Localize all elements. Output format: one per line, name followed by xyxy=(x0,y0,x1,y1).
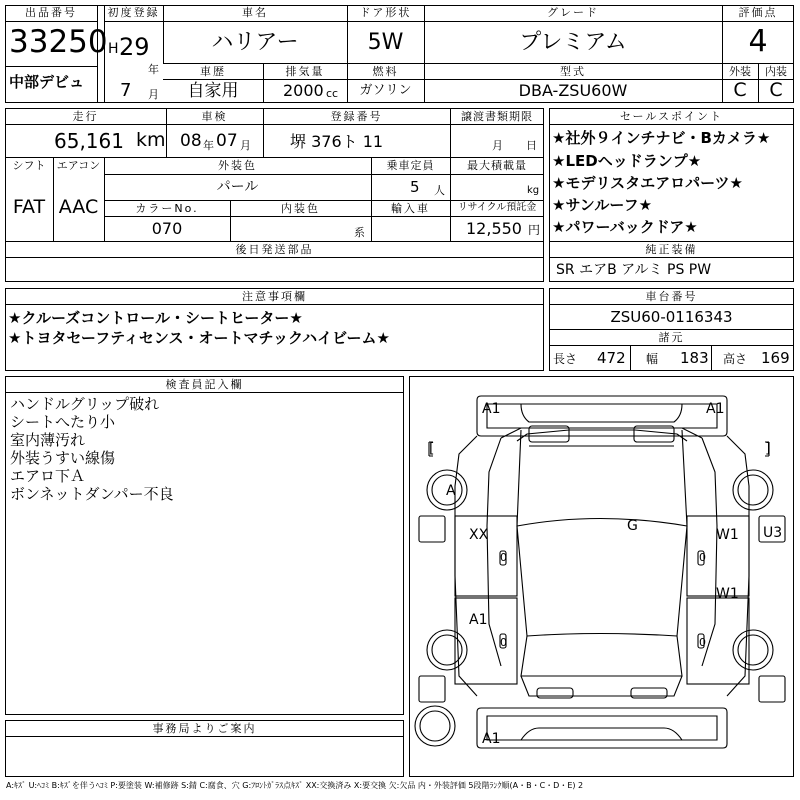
note-line: ★クルーズコントロール・シートヒーター★ xyxy=(8,309,303,327)
door-label: ドア形状 xyxy=(359,6,412,19)
notes-label: 注意事項欄 xyxy=(242,290,307,303)
chassis-number: ZSU60-0116343 xyxy=(610,308,733,326)
lot-number: 33250 xyxy=(9,24,108,60)
sales-point-item: ★社外９インチナビ・Bカメラ★ xyxy=(552,129,771,147)
history: 自家用 xyxy=(187,81,239,101)
reg-year-unit: 年 xyxy=(148,63,159,76)
capacity: 5 xyxy=(410,178,420,196)
dims-label: 諸元 xyxy=(658,331,685,344)
sales-point-item: ★パワーバックドア★ xyxy=(552,218,698,236)
inspection-year: 08 xyxy=(180,131,202,151)
mileage: 65,161 xyxy=(54,129,124,153)
inspector-line: シートへたり小 xyxy=(10,413,116,431)
import-label: 輸入車 xyxy=(391,202,430,215)
era: H xyxy=(108,41,119,57)
first-reg-label: 初度登録 xyxy=(107,6,160,19)
inspector-line: ボンネットダンパー不良 xyxy=(10,485,174,503)
mark-rear-bumper: A1 xyxy=(482,731,501,747)
displacement-label: 排気量 xyxy=(285,65,325,78)
model-label: 型式 xyxy=(560,65,586,78)
equipment-label: 純正装備 xyxy=(645,243,698,256)
mileage-unit: km xyxy=(136,129,166,151)
width: 183 xyxy=(680,349,709,367)
mark-front-bumper-left: A1 xyxy=(482,401,501,417)
load-unit: kg xyxy=(527,185,540,196)
chassis-label: 車台番号 xyxy=(645,290,698,303)
int-color-unit: 系 xyxy=(354,226,365,239)
int-color-label: 内装色 xyxy=(281,202,320,215)
displacement: 2000 xyxy=(283,81,324,100)
mark-zero: 0 xyxy=(699,551,706,564)
history-label: 車歴 xyxy=(200,65,226,78)
plate-number: 堺 376ト 11 xyxy=(290,132,384,151)
mark-fender-right: U3 xyxy=(763,525,783,541)
ac: AAC xyxy=(58,196,99,218)
transfer-label: 譲渡書類期限 xyxy=(461,110,533,123)
mark-front-door-left: XX xyxy=(469,527,489,543)
sales-points-label: セールスポイント xyxy=(619,110,723,123)
ac-label: エアコン xyxy=(56,159,101,172)
mark-zero: 0 xyxy=(500,636,507,649)
height: 169 xyxy=(761,349,790,367)
car-diagram xyxy=(409,376,794,777)
capacity-label: 乗車定員 xyxy=(386,159,435,172)
exterior-grade: C xyxy=(733,79,747,101)
note-line: ★トヨタセーフティセンス・オートマチックハイビーム★ xyxy=(8,329,390,347)
later-parts-label: 後日発送部品 xyxy=(235,243,314,256)
score: 4 xyxy=(748,24,768,59)
mark-zero: 0 xyxy=(500,551,507,564)
length-label: 長さ xyxy=(553,352,578,366)
lot-venue: 中部デビュ xyxy=(9,73,85,91)
grade-label: グレード xyxy=(547,6,599,19)
recycle-label: リサイクル預託金 xyxy=(457,202,537,213)
mark-front-bumper-right: A1 xyxy=(706,401,725,417)
color: パール xyxy=(216,179,259,195)
fuel-label: 燃料 xyxy=(372,65,399,78)
mark-front-wheel-left: A xyxy=(446,483,456,499)
mark-mirror-left: [ xyxy=(429,441,435,457)
color-no: 070 xyxy=(151,219,183,238)
plate-label: 登録番号 xyxy=(330,110,383,123)
inspector-label: 検査員記入欄 xyxy=(165,378,244,391)
inspector-line: 室内薄汚れ xyxy=(10,431,86,449)
interior-grade: C xyxy=(769,79,783,101)
legend: A:ｷｽﾞ U:ﾍｺﾐ B:ｷｽﾞを伴うﾍｺﾐ P:要塗装 W:補修跡 S:錆 C:腐食、穴 G:ﾌﾛﾝﾄｶﾞﾗｽ点ｷｽﾞ XX:交換済み X:要交換 欠:欠品 内・外装評価 5段階ﾗﾝｸ順(A・B・C・D・E) 2 xyxy=(6,781,584,790)
mark-zero: 0 xyxy=(699,636,706,649)
inspection-month: 07 xyxy=(216,131,238,151)
lot-number-label: 出品番号 xyxy=(25,6,77,19)
grade: プレミアム xyxy=(519,30,627,55)
inspector-line: エアロ下Ａ xyxy=(10,467,86,485)
sales-point-item: ★サンルーフ★ xyxy=(552,196,653,214)
sales-point-item: ★モデリスタエアロパーツ★ xyxy=(552,174,743,192)
transfer-month-unit: 月 xyxy=(492,139,503,152)
reg-month: 7 xyxy=(120,80,132,101)
interior-label: 内装 xyxy=(765,65,787,78)
mark-rear-door-right: W1 xyxy=(716,586,739,602)
recycle-unit: 円 xyxy=(528,223,541,237)
reg-year: 29 xyxy=(119,33,150,61)
transfer-day-unit: 日 xyxy=(526,139,537,152)
car-name-label: 車名 xyxy=(242,6,268,19)
shift: FAT xyxy=(12,196,46,218)
capacity-unit: 人 xyxy=(434,184,445,197)
door-type: 5W xyxy=(367,30,404,55)
recycle-fee: 12,550 xyxy=(466,219,522,238)
exterior-label: 外装 xyxy=(729,65,751,78)
shift-label: シフト xyxy=(12,159,46,172)
color-label: 外装色 xyxy=(218,159,257,172)
car-name: ハリアー xyxy=(211,30,299,55)
height-label: 高さ xyxy=(723,352,748,366)
fuel: ガソリン xyxy=(359,83,412,98)
load-label: 最大積載量 xyxy=(467,159,527,172)
equipment: SR エアB アルミ PS PW xyxy=(556,262,712,278)
model: DBA-ZSU60W xyxy=(518,81,628,100)
inspection-year-unit: 年 xyxy=(203,139,214,152)
office-label: 事務局よりご案内 xyxy=(152,722,257,735)
color-no-label: カラーNo. xyxy=(135,202,199,215)
length: 472 xyxy=(597,349,626,367)
sales-point-item: ★LEDヘッドランプ★ xyxy=(552,152,702,170)
mark-front-door-right: W1 xyxy=(716,527,739,543)
inspector-line: 外装うすい線傷 xyxy=(10,449,116,467)
inspection-month-unit: 月 xyxy=(240,139,251,152)
mileage-label: 走行 xyxy=(72,110,99,123)
width-label: 幅 xyxy=(646,352,659,366)
mark-roof: G xyxy=(627,518,638,534)
inspection-label: 車検 xyxy=(201,110,228,123)
mark-rear-door-left: A1 xyxy=(469,612,488,628)
mark-mirror-right: ] xyxy=(765,441,771,457)
inspector-line: ハンドルグリップ破れ xyxy=(10,395,160,413)
reg-month-unit: 月 xyxy=(148,88,159,101)
displacement-unit: cc xyxy=(326,87,339,100)
score-label: 評価点 xyxy=(738,6,778,19)
